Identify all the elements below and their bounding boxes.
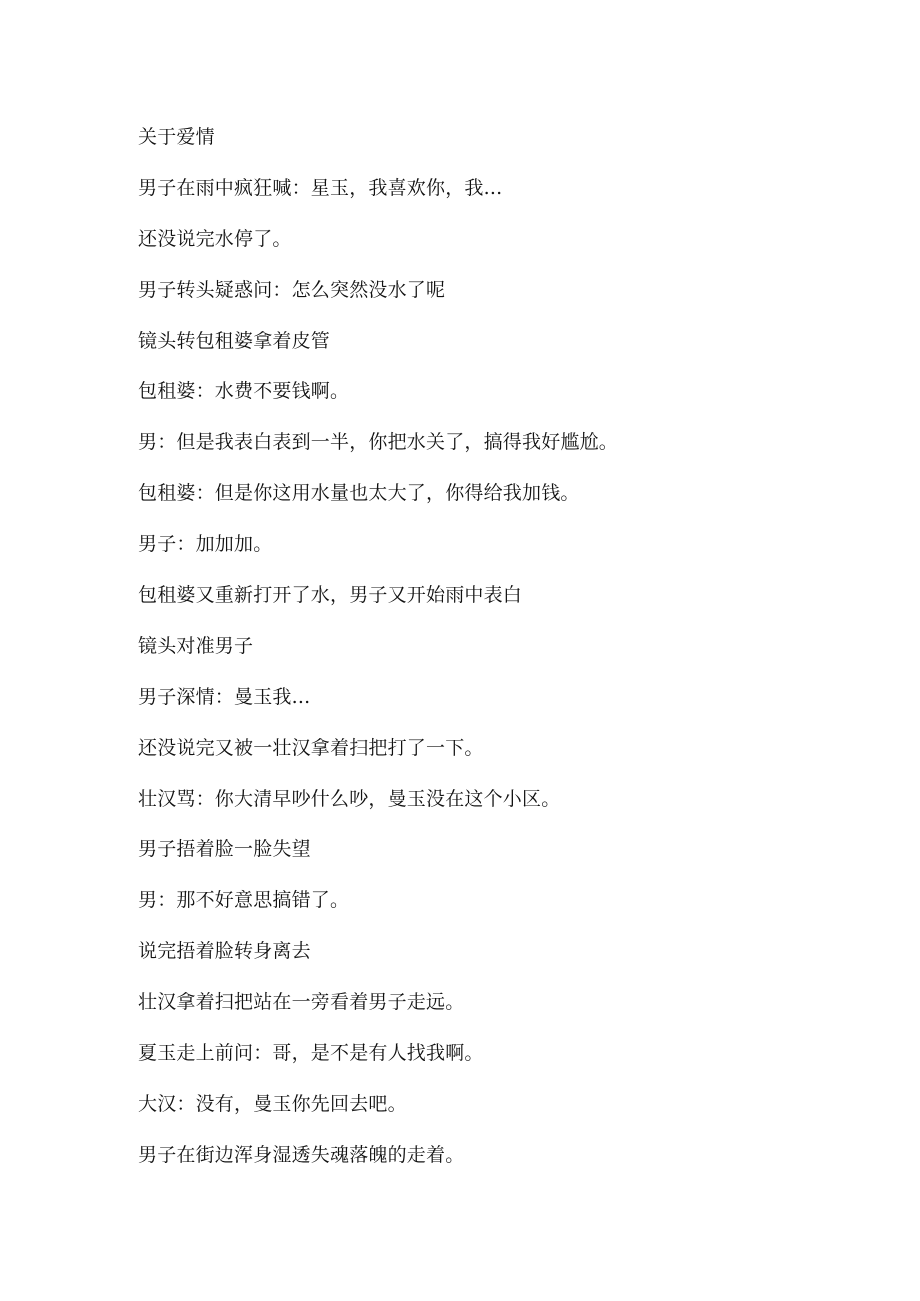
script-line: 还没说完又被一壮汉拿着扫把打了一下。 <box>138 736 484 759</box>
script-line: 男子深情：曼玉我... <box>138 685 311 708</box>
script-line: 说完捂着脸转身离去 <box>138 940 311 963</box>
script-line: 男子：加加加。 <box>138 533 273 556</box>
script-line: 包租婆又重新打开了水，男子又开始雨中表白 <box>138 584 523 607</box>
script-line: 镜头对准男子 <box>138 634 254 657</box>
script-line: 男：那不好意思搞错了。 <box>138 889 350 912</box>
script-line: 壮汉拿着扫把站在一旁看着男子走远。 <box>138 991 465 1014</box>
script-line: 夏玉走上前问：哥，是不是有人找我啊。 <box>138 1042 484 1065</box>
script-line: 男子在雨中疯狂喊：星玉，我喜欢你，我... <box>138 176 503 199</box>
script-line: 还没说完水停了。 <box>138 227 292 250</box>
document-body <box>138 120 858 1189</box>
document-title: 关于爱情 <box>138 126 215 148</box>
script-line: 男子在街边浑身湿透失魂落魄的走着。 <box>138 1143 465 1166</box>
script-line: 壮汉骂：你大清早吵什么吵，曼玉没在这个小区。 <box>138 787 561 810</box>
script-line: 镜头转包租婆拿着皮管 <box>138 329 331 352</box>
script-line: 男：但是我表白表到一半，你把水关了，搞得我好尴尬。 <box>138 431 619 454</box>
script-line: 大汉：没有，曼玉你先回去吧。 <box>138 1092 407 1115</box>
script-line: 包租婆：水费不要钱啊。 <box>138 380 350 403</box>
script-line: 包租婆：但是你这用水量也太大了，你得给我加钱。 <box>138 482 580 505</box>
script-line: 男子转头疑惑问：怎么突然没水了呢 <box>138 278 446 301</box>
script-line: 男子捂着脸一脸失望 <box>138 838 311 861</box>
